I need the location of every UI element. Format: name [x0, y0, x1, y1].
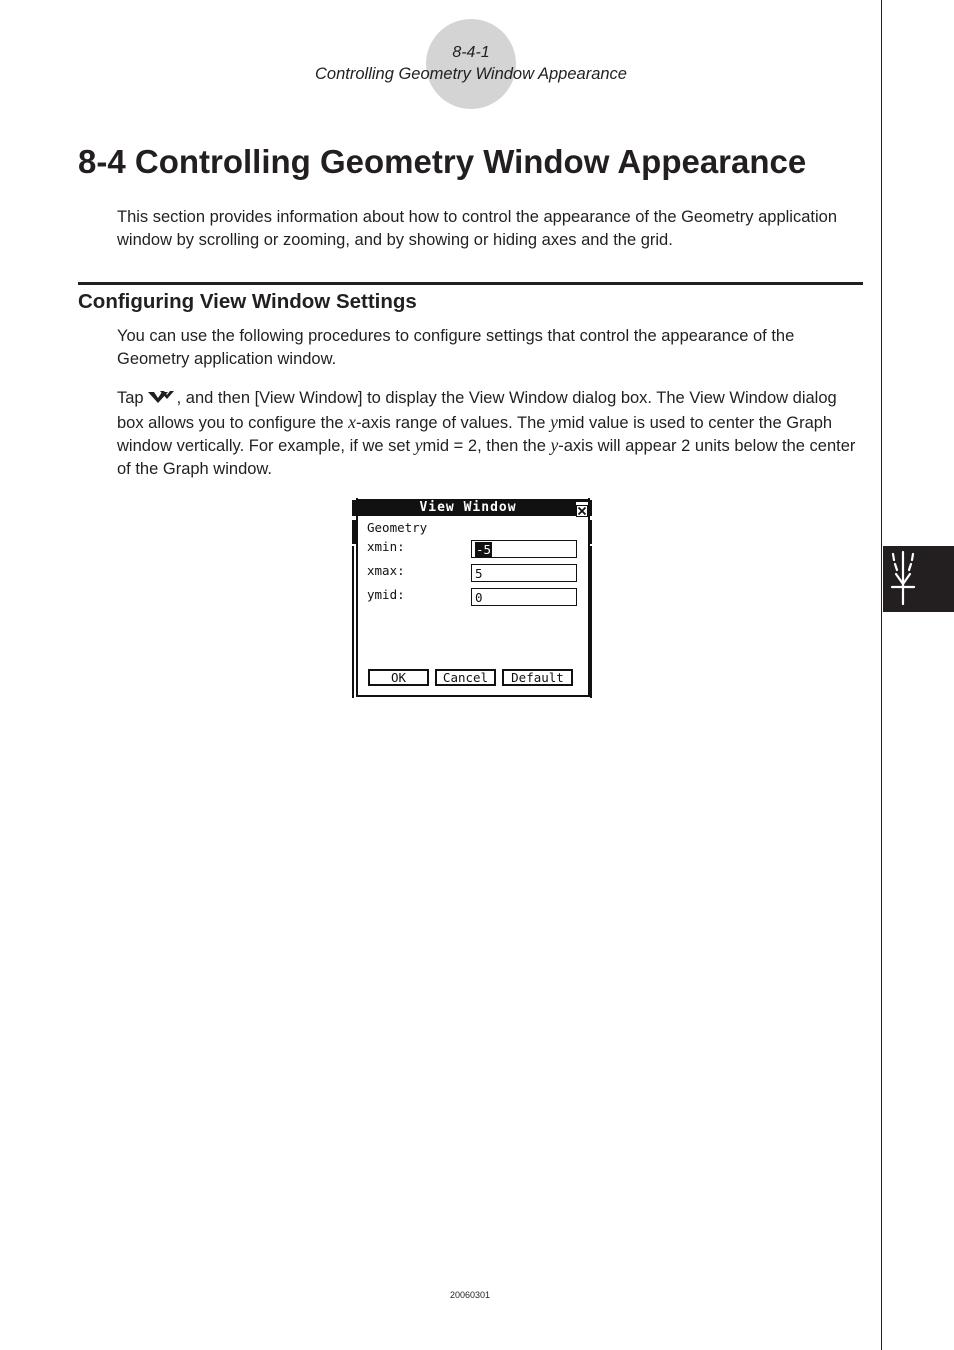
right-margin-rule	[881, 0, 882, 1350]
background-window-edge	[590, 546, 592, 698]
chapter-tab	[883, 546, 954, 612]
xmax-field[interactable]: 5	[471, 564, 577, 582]
intro-paragraph: This section provides information about how to control the appearance of the Geometry application window by scrolling or zooming, and by showing or hiding axes and the grid.	[117, 208, 837, 249]
close-x-icon[interactable]	[576, 502, 588, 514]
section-paragraph-1: You can use the following procedures to configure settings that control the appearance of the Geometry application window.	[117, 327, 795, 368]
header-circle-decoration	[426, 19, 516, 109]
view-window-dialog	[350, 498, 595, 698]
dialog-title: View Window	[419, 500, 517, 515]
cancel-button[interactable]: Cancel	[435, 669, 496, 686]
section-heading: Configuring View Window Settings	[78, 290, 417, 313]
xmin-field[interactable]: -5	[471, 540, 577, 558]
section-paragraph-2: Tap , and then [View Window] to display the View Window dialog box. The View Window dialog box allows you to configure the x-axis range of values. The ymid value is used to center the Graph window vertically. For example, if we set ymid = 2, then the y-axis will appear 2 units below the center of the Graph window.	[117, 389, 856, 478]
background-window-edge	[590, 500, 592, 516]
footer-date-code: 20060301	[449, 1290, 491, 1300]
ymid-label: ymid:	[367, 587, 405, 602]
ymid-field[interactable]: 0	[471, 588, 577, 606]
ok-button[interactable]: OK	[368, 669, 429, 686]
xmax-label: xmax:	[367, 563, 405, 578]
geometry-app-icon	[883, 546, 954, 612]
dialog-titlebar	[358, 499, 588, 516]
background-window-edge	[352, 546, 354, 698]
page-title: 8-4 Controlling Geometry Window Appearance	[78, 143, 807, 180]
header-section-title: Controlling Geometry Window Appearance	[315, 65, 627, 83]
default-button[interactable]: Default	[502, 669, 573, 686]
double-chevron-down-icon	[147, 388, 175, 411]
xmin-label: xmin:	[367, 539, 405, 554]
header-section-number: 8-4-1	[452, 44, 490, 61]
dialog-subtitle: Geometry	[367, 520, 428, 535]
section-divider	[78, 282, 863, 285]
